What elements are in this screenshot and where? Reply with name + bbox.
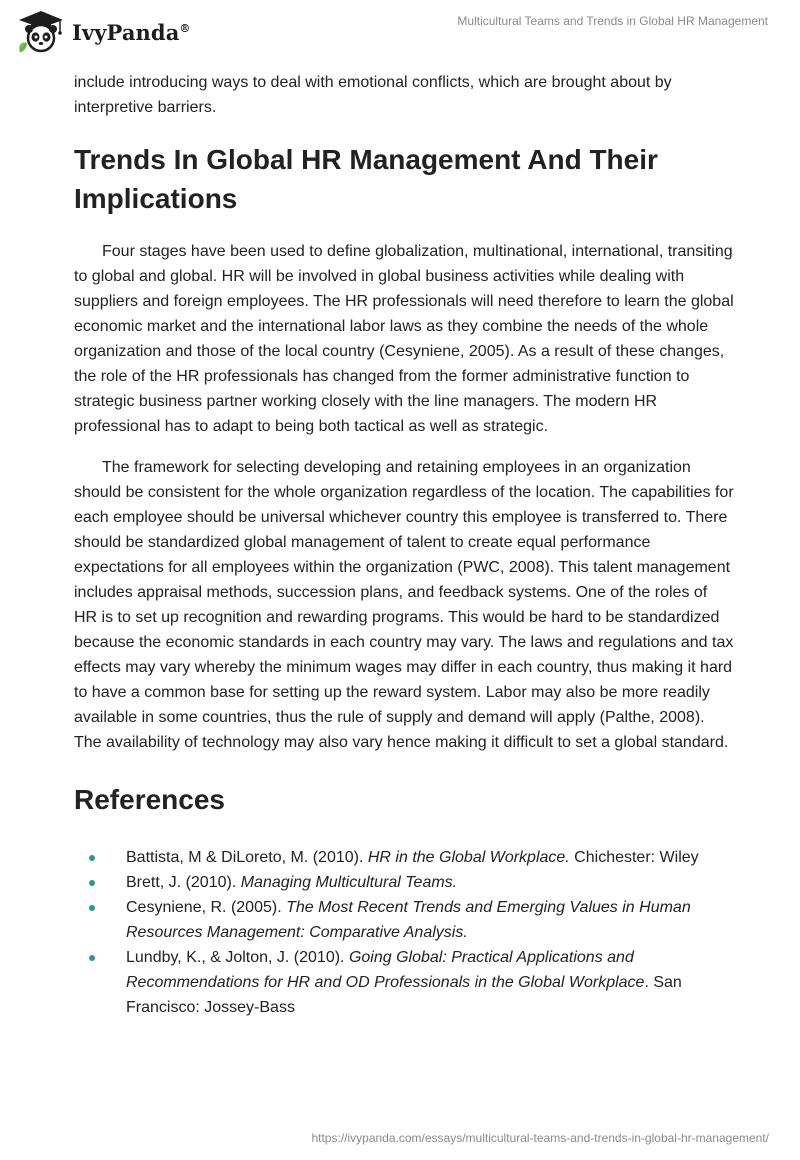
reference-authors: Brett, J. (2010). — [126, 874, 241, 891]
references-list — [74, 845, 734, 1020]
intro-continuation-paragraph: include introducing ways to deal with emotional conflicts, which are brought about by interpretive barriers. — [74, 74, 672, 116]
body-paragraph: Four stages have been used to define globalization, multinational, international, transiting to global and global. HR will be involved in global business activities while dealing with suppliers and foreign employees. The HR professionals will need therefore to learn the global economic market and the international labor laws as they combine the needs of the whole organization and those of the local country (Cesyniene, 2005). As a result of these changes, the role of the HR professionals has changed from the former administrative function to strategic business partner working closely with the line managers. The modern HR professional has to adapt to being both tactical as well as strategic. — [74, 243, 734, 435]
ivypanda-logo[interactable] — [14, 8, 191, 56]
source-url-link[interactable]: https://ivypanda.com/essays/multicultural-teams-and-trends-in-global-hr-management/ — [311, 1131, 769, 1145]
bullet-icon — [89, 905, 95, 911]
panda-logo-icon — [14, 8, 68, 56]
reference-item — [74, 845, 734, 870]
body-paragraph: The framework for selecting developing and retaining employees in an organization should be consistent for the whole organization regardless of the location. The capabilities for each employee should be universal whichever country this employee is transferred to. There should be standardized global management of talent to create equal performance expectations for all employees within the organization (PWC, 2008). This talent management includes appraisal methods, succession plans, and feedback systems. One of the roles of HR is to set up recognition and rewarding programs. This would be hard to be standardized because the economic standards in each country may vary. The laws and regulations and tax effects may vary whereby the minimum wages may differ in each country, thus making it hard to have a common base for setting up the reward system. Labor may also be more readily available in some countries, thus the rule of supply and demand will apply (Palthe, 2008). The availability of technology may also vary hence making it difficult to set a global standard. — [74, 459, 734, 751]
bullet-icon — [89, 855, 95, 861]
bullet-icon — [89, 880, 95, 886]
reference-item — [74, 870, 734, 895]
reference-title: The Most Recent Trends and Emerging Values in Human Resources Management: Comparative Analysis. — [126, 899, 691, 941]
reference-publisher: . San Francisco: Jossey-Bass — [126, 974, 682, 1016]
reference-title: HR in the Global Workplace. — [367, 849, 570, 866]
reference-authors: Cesyniene, R. (2005). — [126, 899, 287, 916]
essay-body — [74, 70, 734, 1020]
logo-wordmark: IvyPanda® — [72, 19, 191, 45]
registered-mark: ® — [179, 21, 191, 35]
references-heading: References — [74, 784, 225, 815]
section-heading: Trends In Global HR Management And Their Implications — [74, 144, 658, 214]
reference-item — [74, 945, 734, 1020]
reference-title: Managing Multicultural Teams. — [240, 874, 458, 891]
reference-publisher: Chichester: Wiley — [569, 849, 699, 866]
reference-item — [74, 895, 734, 945]
reference-authors: Lundby, K., & Jolton, J. (2010). — [126, 949, 349, 966]
reference-authors: Battista, M & DiLoreto, M. (2010). — [126, 849, 368, 866]
reference-title: Going Global: Practical Applications and Recommendations for HR and OD Professionals in the Global Workplace — [126, 949, 645, 991]
document-title: Multicultural Teams and Trends in Global HR Management — [457, 14, 768, 28]
page-header — [0, 0, 800, 64]
bullet-icon — [89, 955, 95, 961]
